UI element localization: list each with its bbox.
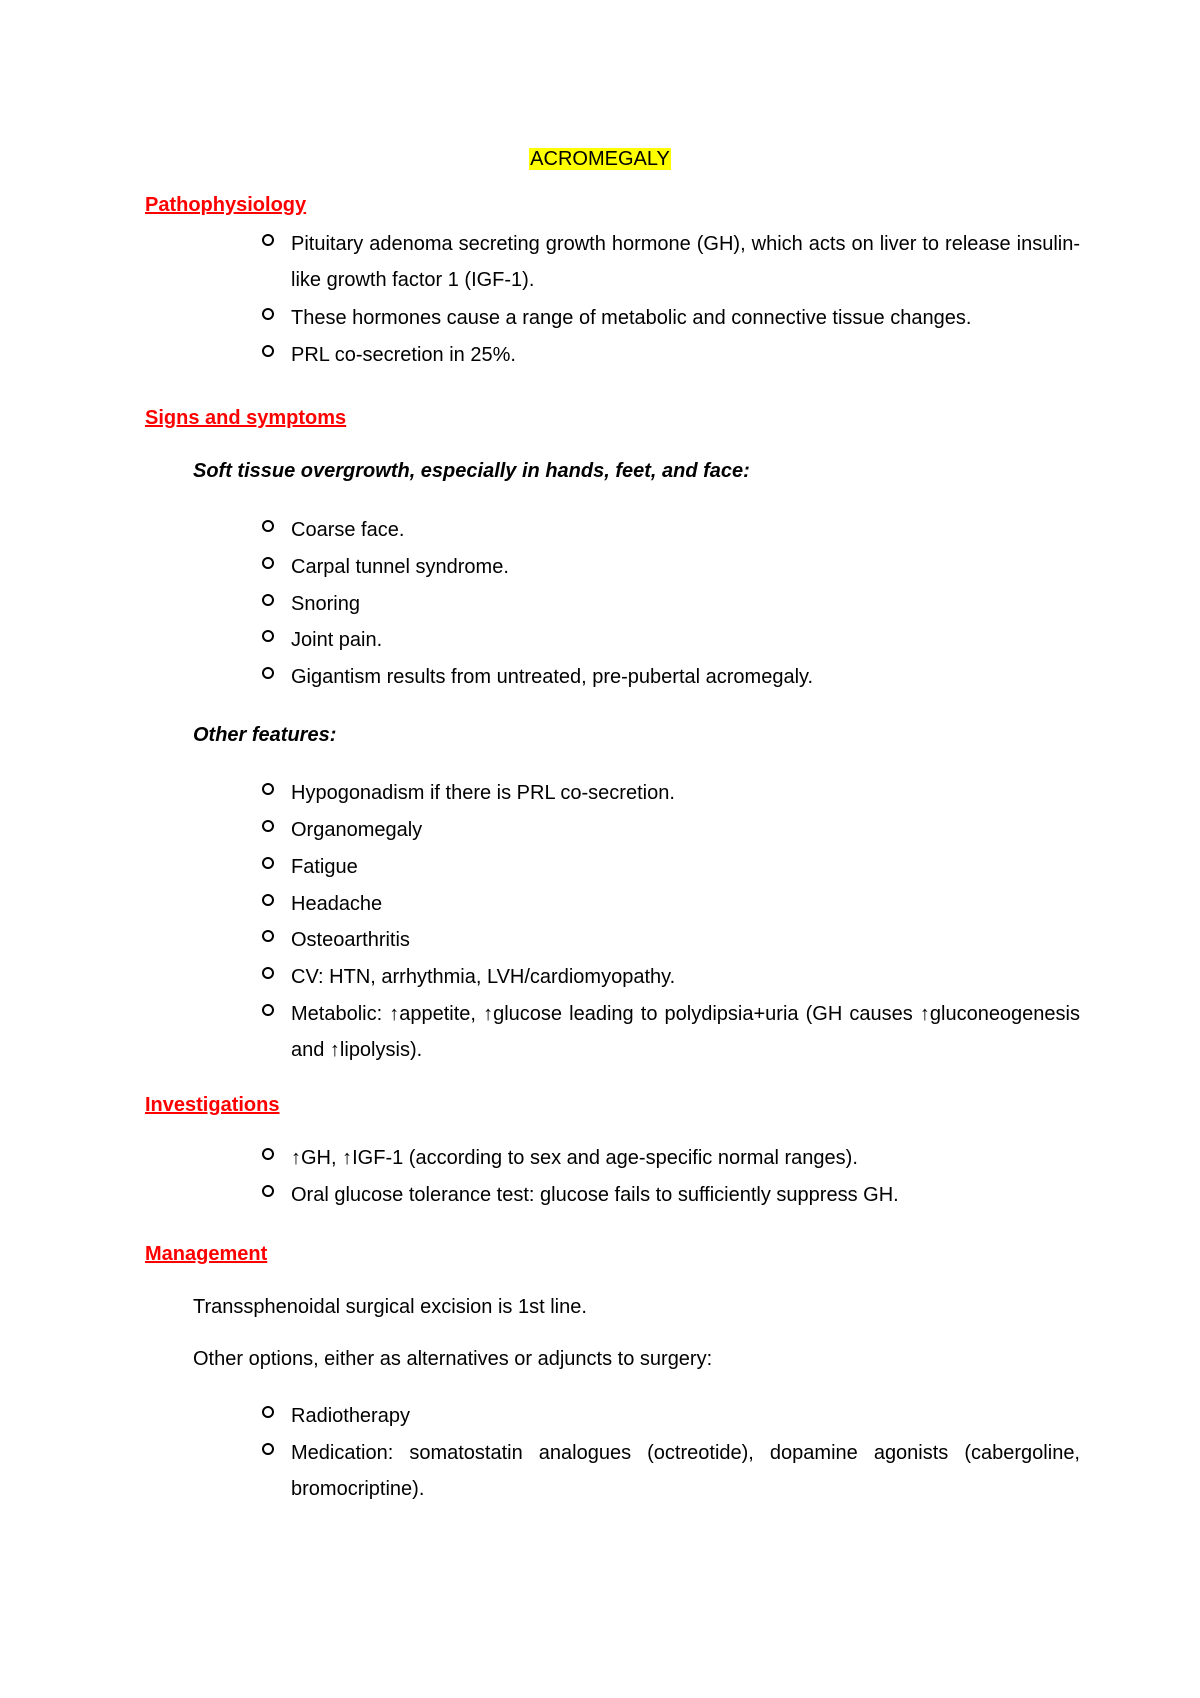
bullet-icon xyxy=(262,667,274,679)
list-item-text: Snoring xyxy=(291,593,360,615)
heading-pathophysiology: Pathophysiology xyxy=(145,194,307,216)
list-item-text: Headache xyxy=(291,893,383,915)
bullet-icon xyxy=(262,1406,274,1418)
bullet-icon xyxy=(262,894,274,906)
subheading-soft-tissue: Soft tissue overgrowth, especially in hands, feet, and face: xyxy=(193,460,750,482)
bullet-icon xyxy=(262,520,274,532)
list-item-text: Medication: somatostatin analogues (octreotide), dopamine agonists (cabergoline, bromocriptine). xyxy=(291,1442,1080,1500)
management-line-2: Other options, either as alternatives or adjuncts to surgery: xyxy=(193,1348,713,1370)
subheading-other-features: Other features: xyxy=(193,724,337,746)
list-item-text: Pituitary adenoma secreting growth hormone (GH), which acts on liver to release insulin-like growth factor 1 (IGF-1). xyxy=(291,233,1080,291)
list-item-text: PRL co-secretion in 25%. xyxy=(291,344,516,366)
bullet-icon xyxy=(262,783,274,795)
list-item-text: Oral glucose tolerance test: glucose fails to sufficiently suppress GH. xyxy=(291,1184,899,1206)
bullet-icon xyxy=(262,1443,274,1455)
management-line-1: Transsphenoidal surgical excision is 1st line. xyxy=(193,1296,587,1318)
heading-signs-and-symptoms: Signs and symptoms xyxy=(145,407,347,429)
bullet-icon xyxy=(262,1004,274,1016)
heading-management: Management xyxy=(145,1243,268,1265)
list-item-text: Hypogonadism if there is PRL co-secretion. xyxy=(291,782,675,804)
list-item-text: Carpal tunnel syndrome. xyxy=(291,556,509,578)
list-item-text: Gigantism results from untreated, pre-pubertal acromegaly. xyxy=(291,666,814,688)
list-item-text: Osteoarthritis xyxy=(291,929,410,951)
bullet-icon xyxy=(262,234,274,246)
bullet-icon xyxy=(262,820,274,832)
bullet-icon xyxy=(262,930,274,942)
bullet-icon xyxy=(262,308,274,320)
heading-investigations: Investigations xyxy=(145,1094,280,1116)
list-item-text: Organomegaly xyxy=(291,819,423,841)
bullet-icon xyxy=(262,594,274,606)
bullet-icon xyxy=(262,1185,274,1197)
bullet-icon xyxy=(262,557,274,569)
list-item-text: Metabolic: ↑appetite, ↑glucose leading to polydipsia+uria (GH causes ↑gluconeogenesis and ↑lipolysis). xyxy=(291,1003,1080,1061)
list-item-text: Radiotherapy xyxy=(291,1405,410,1427)
list-item-text: Coarse face. xyxy=(291,519,405,541)
list-item-text: These hormones cause a range of metabolic and connective tissue changes. xyxy=(291,307,972,329)
bullet-icon xyxy=(262,630,274,642)
bullet-icon xyxy=(262,1148,274,1160)
list-item-text: CV: HTN, arrhythmia, LVH/cardiomyopathy. xyxy=(291,966,676,988)
bullet-icon xyxy=(262,345,274,357)
list-item-text: ↑GH, ↑IGF-1 (according to sex and age-specific normal ranges). xyxy=(291,1147,858,1169)
bullet-icon xyxy=(262,967,274,979)
bullet-icon xyxy=(262,857,274,869)
list-item-text: Joint pain. xyxy=(291,629,383,651)
list-item-text: Fatigue xyxy=(291,856,358,878)
title-wrap xyxy=(0,148,1200,171)
page-title: ACROMEGALY xyxy=(530,148,670,170)
